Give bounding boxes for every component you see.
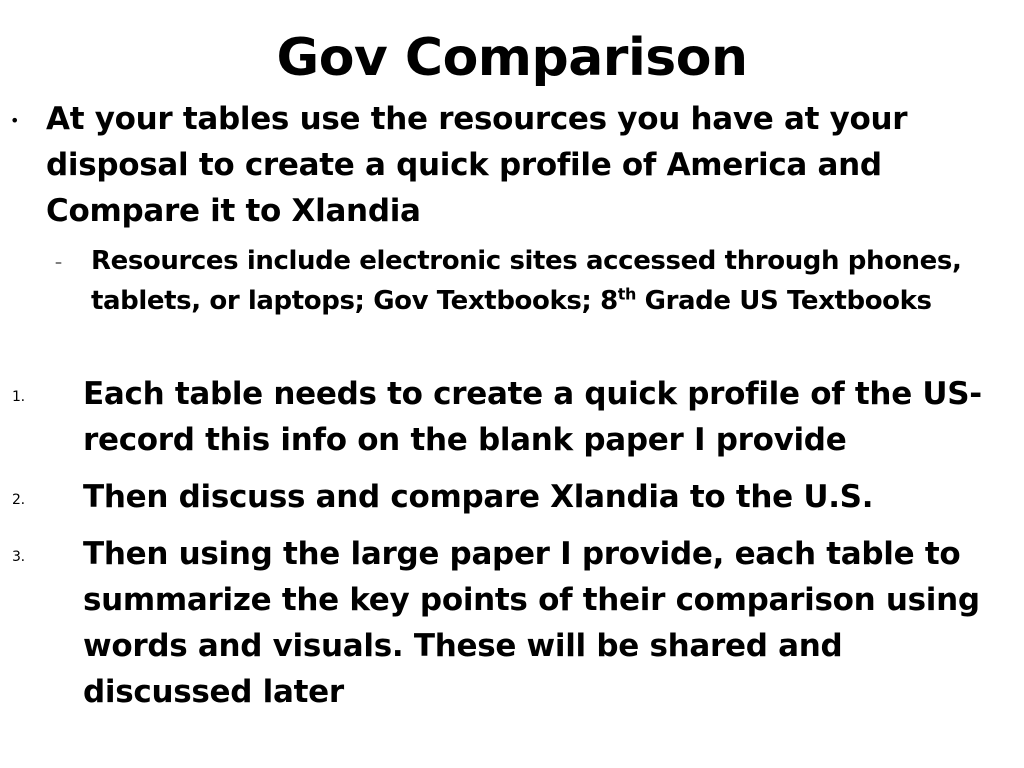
bullet-item bbox=[10, 96, 996, 234]
item-text: Then using the large paper I provide, each table to summarize the key points of their comparison using words and visuals. These will be shared and discussed later bbox=[83, 536, 980, 710]
bullet-text: At your tables use the resources you have at your disposal to create a quick profile of America and Compare it to Xlandia bbox=[46, 101, 908, 229]
sub-bullet-item bbox=[55, 241, 1001, 321]
sub-bullet-text-before: Resources include electronic sites accessed through phones, tablets, or laptops; Gov Textbooks; 8 bbox=[91, 246, 962, 316]
item-number: 3. bbox=[12, 549, 25, 565]
sub-bullet-marker: – bbox=[55, 255, 62, 271]
item-number: 2. bbox=[12, 492, 25, 508]
slide-title: Gov Comparison bbox=[276, 28, 748, 88]
item-text: Then discuss and compare Xlandia to the U.S. bbox=[83, 479, 874, 515]
item-text: Each table needs to create a quick profile of the US-record this info on the blank paper I provide bbox=[83, 376, 982, 458]
numbered-item-1 bbox=[12, 371, 1018, 463]
numbered-item-2 bbox=[12, 474, 1018, 520]
item-number: 1. bbox=[12, 389, 25, 405]
sub-bullet-text-after: Grade US Textbooks bbox=[636, 286, 932, 316]
numbered-item-3 bbox=[12, 531, 1018, 715]
sub-bullet-superscript: th bbox=[617, 284, 637, 304]
bullet-marker: • bbox=[10, 111, 20, 130]
